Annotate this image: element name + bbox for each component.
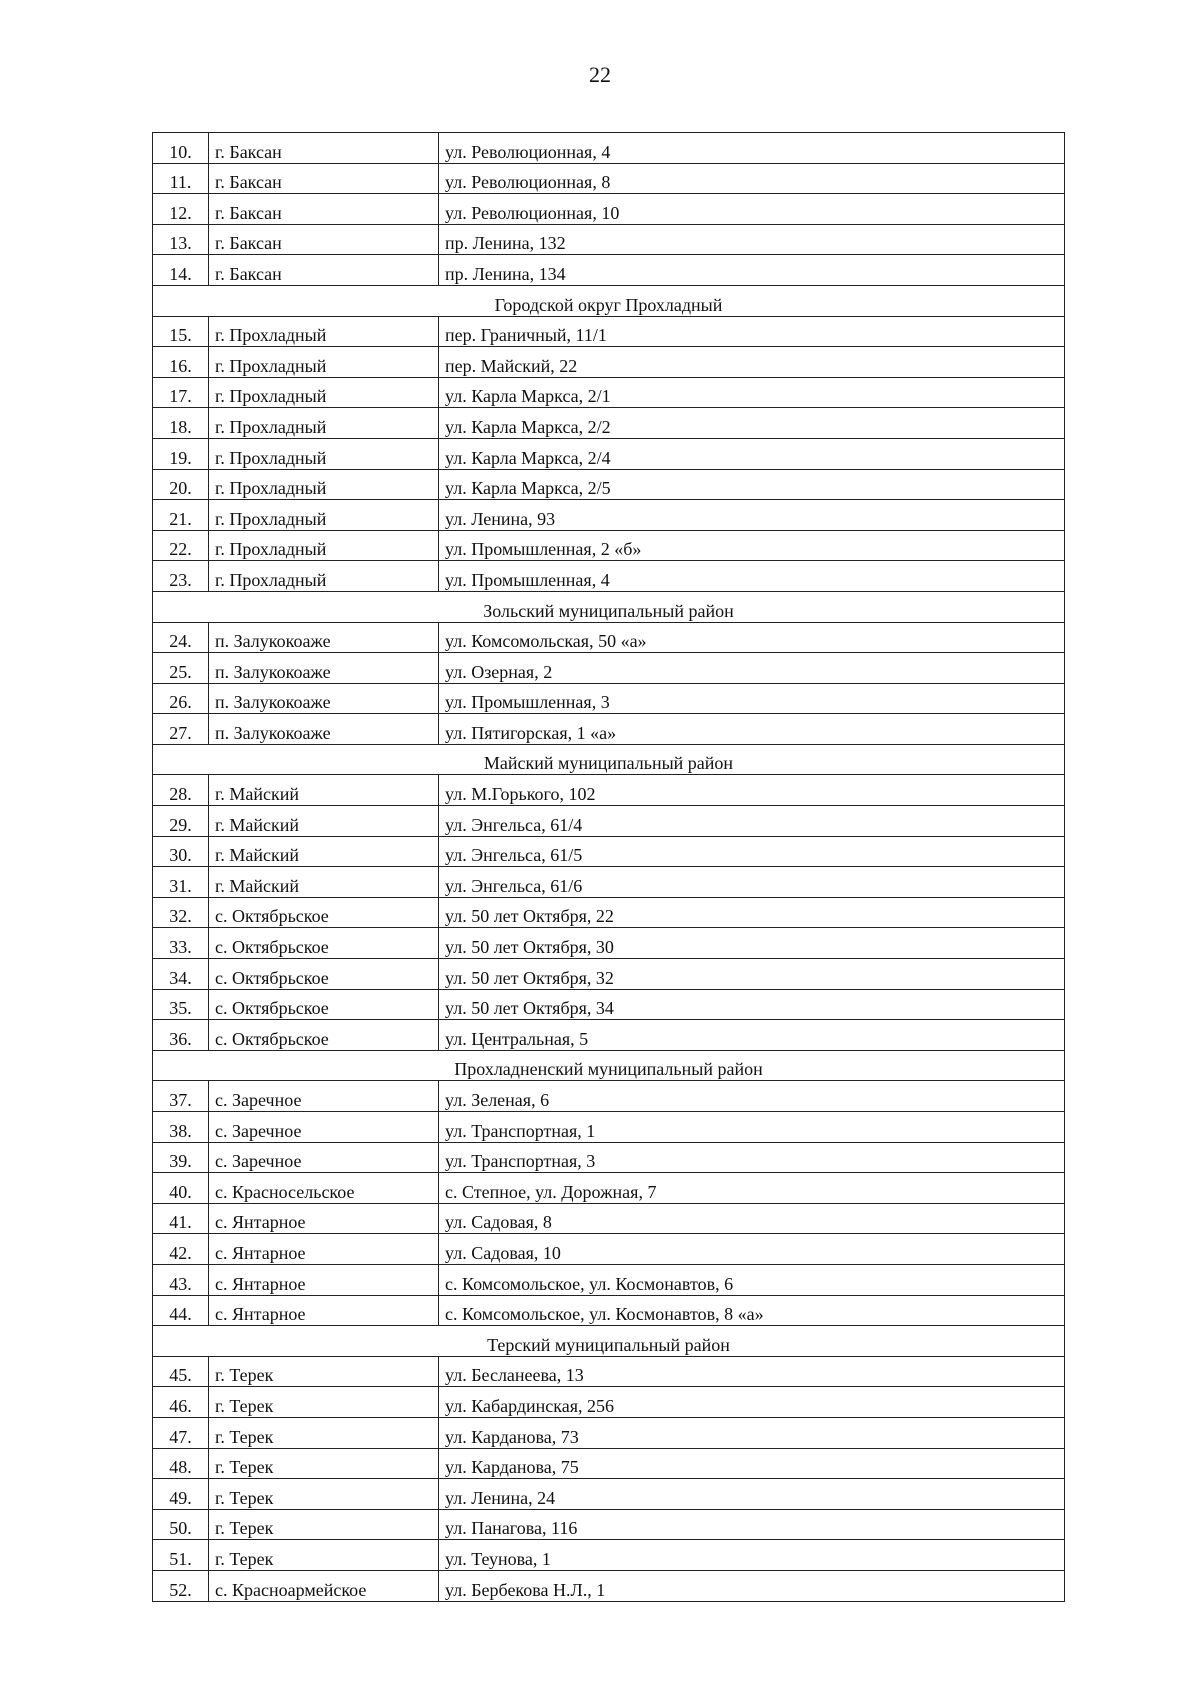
address-cell: ул. Промышленная, 3 — [439, 683, 1065, 714]
table-row — [153, 653, 1065, 684]
address-cell: ул. Карданова, 75 — [439, 1448, 1065, 1479]
address-cell: ул. 50 лет Октября, 30 — [439, 928, 1065, 959]
locality-cell: п. Залукокоаже — [209, 714, 439, 745]
locality-cell: г. Майский — [209, 867, 439, 898]
row-number: 46. — [153, 1387, 209, 1418]
address-cell: ул. Энгельса, 61/6 — [439, 867, 1065, 898]
address-cell: ул. Промышленная, 2 «б» — [439, 530, 1065, 561]
row-number: 21. — [153, 500, 209, 531]
table-row — [153, 1295, 1065, 1326]
address-table-body — [153, 133, 1065, 1602]
address-cell: ул. Пятигорская, 1 «а» — [439, 714, 1065, 745]
row-number: 35. — [153, 989, 209, 1020]
locality-cell: с. Заречное — [209, 1112, 439, 1143]
row-number: 17. — [153, 377, 209, 408]
row-number: 10. — [153, 133, 209, 164]
row-number: 19. — [153, 438, 209, 469]
table-row — [153, 1081, 1065, 1112]
locality-cell: г. Майский — [209, 806, 439, 837]
row-number: 44. — [153, 1295, 209, 1326]
row-number: 51. — [153, 1540, 209, 1571]
row-number: 14. — [153, 255, 209, 286]
table-row — [153, 133, 1065, 164]
locality-cell: п. Залукокоаже — [209, 653, 439, 684]
locality-cell: г. Прохладный — [209, 438, 439, 469]
table-row — [153, 1142, 1065, 1173]
table-row — [153, 1234, 1065, 1265]
locality-cell: с. Октябрьское — [209, 1020, 439, 1051]
address-cell: ул. М.Горького, 102 — [439, 775, 1065, 806]
locality-cell: с. Красноармейское — [209, 1570, 439, 1601]
table-row — [153, 163, 1065, 194]
table-row — [153, 1540, 1065, 1571]
table-row — [153, 561, 1065, 592]
row-number: 52. — [153, 1570, 209, 1601]
section-header-row — [153, 1326, 1065, 1357]
address-cell: ул. Панагова, 116 — [439, 1509, 1065, 1540]
locality-cell: г. Прохладный — [209, 347, 439, 378]
row-number: 47. — [153, 1417, 209, 1448]
row-number: 15. — [153, 316, 209, 347]
row-number: 25. — [153, 653, 209, 684]
section-header-row — [153, 591, 1065, 622]
address-cell: с. Степное, ул. Дорожная, 7 — [439, 1173, 1065, 1204]
table-row — [153, 469, 1065, 500]
table-row — [153, 1479, 1065, 1510]
locality-cell: г. Прохладный — [209, 469, 439, 500]
table-row — [153, 408, 1065, 439]
locality-cell: г. Баксан — [209, 133, 439, 164]
table-row — [153, 194, 1065, 225]
locality-cell: с. Янтарное — [209, 1264, 439, 1295]
address-cell: ул. Карла Маркса, 2/5 — [439, 469, 1065, 500]
address-cell: ул. Ленина, 93 — [439, 500, 1065, 531]
table-row — [153, 316, 1065, 347]
address-cell: ул. Садовая, 10 — [439, 1234, 1065, 1265]
row-number: 13. — [153, 224, 209, 255]
table-row — [153, 836, 1065, 867]
table-row — [153, 714, 1065, 745]
row-number: 48. — [153, 1448, 209, 1479]
table-row — [153, 255, 1065, 286]
section-title: Зольский муниципальный район — [153, 591, 1065, 622]
address-cell: ул. Карла Маркса, 2/2 — [439, 408, 1065, 439]
table-row — [153, 1264, 1065, 1295]
table-row — [153, 1173, 1065, 1204]
section-title: Терский муниципальный район — [153, 1326, 1065, 1357]
address-cell: ул. Ленина, 24 — [439, 1479, 1065, 1510]
table-row — [153, 224, 1065, 255]
section-title: Городской округ Прохладный — [153, 285, 1065, 316]
locality-cell: с. Заречное — [209, 1081, 439, 1112]
address-cell: ул. Кабардинская, 256 — [439, 1387, 1065, 1418]
page-number: 22 — [589, 62, 611, 87]
row-number: 16. — [153, 347, 209, 378]
row-number: 11. — [153, 163, 209, 194]
locality-cell: г. Баксан — [209, 163, 439, 194]
address-cell: ул. 50 лет Октября, 22 — [439, 897, 1065, 928]
row-number: 42. — [153, 1234, 209, 1265]
address-cell: ул. Зеленая, 6 — [439, 1081, 1065, 1112]
locality-cell: г. Терек — [209, 1509, 439, 1540]
section-title: Майский муниципальный район — [153, 744, 1065, 775]
row-number: 33. — [153, 928, 209, 959]
address-cell: ул. Бесланеева, 13 — [439, 1356, 1065, 1387]
table-row — [153, 1570, 1065, 1601]
locality-cell: г. Баксан — [209, 194, 439, 225]
row-number: 40. — [153, 1173, 209, 1204]
address-cell: ул. Революционная, 10 — [439, 194, 1065, 225]
address-cell: ул. Карла Маркса, 2/1 — [439, 377, 1065, 408]
row-number: 18. — [153, 408, 209, 439]
table-row — [153, 1112, 1065, 1143]
locality-cell: с. Янтарное — [209, 1295, 439, 1326]
address-cell: ул. Комсомольская, 50 «а» — [439, 622, 1065, 653]
row-number: 30. — [153, 836, 209, 867]
address-cell: ул. Центральная, 5 — [439, 1020, 1065, 1051]
address-cell: пр. Ленина, 134 — [439, 255, 1065, 286]
table-row — [153, 959, 1065, 990]
section-header-row — [153, 285, 1065, 316]
address-cell: ул. Энгельса, 61/5 — [439, 836, 1065, 867]
table-row — [153, 347, 1065, 378]
address-table — [152, 132, 1065, 1602]
row-number: 50. — [153, 1509, 209, 1540]
table-row — [153, 377, 1065, 408]
address-cell: ул. Транспортная, 1 — [439, 1112, 1065, 1143]
locality-cell: г. Прохладный — [209, 530, 439, 561]
table-row — [153, 806, 1065, 837]
address-cell: ул. Энгельса, 61/4 — [439, 806, 1065, 837]
section-title: Прохладненский муниципальный район — [153, 1050, 1065, 1081]
table-row — [153, 1203, 1065, 1234]
row-number: 43. — [153, 1264, 209, 1295]
address-cell: с. Комсомольское, ул. Космонавтов, 8 «а» — [439, 1295, 1065, 1326]
table-row — [153, 438, 1065, 469]
address-cell: ул. Карданова, 73 — [439, 1417, 1065, 1448]
address-cell: ул. Транспортная, 3 — [439, 1142, 1065, 1173]
locality-cell: г. Майский — [209, 775, 439, 806]
table-row — [153, 897, 1065, 928]
locality-cell: г. Терек — [209, 1448, 439, 1479]
address-cell: пер. Граничный, 11/1 — [439, 316, 1065, 347]
address-cell: пер. Майский, 22 — [439, 347, 1065, 378]
locality-cell: г. Баксан — [209, 224, 439, 255]
locality-cell: с. Октябрьское — [209, 989, 439, 1020]
table-row — [153, 530, 1065, 561]
row-number: 37. — [153, 1081, 209, 1112]
table-row — [153, 928, 1065, 959]
address-cell: ул. 50 лет Октября, 34 — [439, 989, 1065, 1020]
table-row — [153, 1417, 1065, 1448]
address-cell: ул. Карла Маркса, 2/4 — [439, 438, 1065, 469]
locality-cell: г. Терек — [209, 1387, 439, 1418]
locality-cell: п. Залукокоаже — [209, 683, 439, 714]
row-number: 26. — [153, 683, 209, 714]
locality-cell: с. Октябрьское — [209, 897, 439, 928]
locality-cell: г. Терек — [209, 1356, 439, 1387]
row-number: 28. — [153, 775, 209, 806]
address-cell: ул. Теунова, 1 — [439, 1540, 1065, 1571]
row-number: 22. — [153, 530, 209, 561]
locality-cell: с. Красносельское — [209, 1173, 439, 1204]
section-header-row — [153, 744, 1065, 775]
address-cell: ул. Революционная, 8 — [439, 163, 1065, 194]
table-row — [153, 1448, 1065, 1479]
row-number: 20. — [153, 469, 209, 500]
table-row — [153, 683, 1065, 714]
table-row — [153, 500, 1065, 531]
locality-cell: г. Терек — [209, 1479, 439, 1510]
row-number: 31. — [153, 867, 209, 898]
row-number: 49. — [153, 1479, 209, 1510]
table-row — [153, 867, 1065, 898]
address-cell: ул. Революционная, 4 — [439, 133, 1065, 164]
row-number: 34. — [153, 959, 209, 990]
locality-cell: г. Терек — [209, 1417, 439, 1448]
row-number: 29. — [153, 806, 209, 837]
address-cell: пр. Ленина, 132 — [439, 224, 1065, 255]
locality-cell: г. Баксан — [209, 255, 439, 286]
row-number: 24. — [153, 622, 209, 653]
locality-cell: с. Заречное — [209, 1142, 439, 1173]
row-number: 23. — [153, 561, 209, 592]
address-cell: ул. Промышленная, 4 — [439, 561, 1065, 592]
section-header-row — [153, 1050, 1065, 1081]
address-cell: с. Комсомольское, ул. Космонавтов, 6 — [439, 1264, 1065, 1295]
table-row — [153, 1356, 1065, 1387]
row-number: 41. — [153, 1203, 209, 1234]
table-row — [153, 1509, 1065, 1540]
row-number: 45. — [153, 1356, 209, 1387]
row-number: 38. — [153, 1112, 209, 1143]
locality-cell: с. Октябрьское — [209, 959, 439, 990]
locality-cell: г. Майский — [209, 836, 439, 867]
locality-cell: г. Прохладный — [209, 561, 439, 592]
table-row — [153, 622, 1065, 653]
row-number: 39. — [153, 1142, 209, 1173]
locality-cell: с. Октябрьское — [209, 928, 439, 959]
table-row — [153, 775, 1065, 806]
table-row — [153, 1020, 1065, 1051]
address-cell: ул. Озерная, 2 — [439, 653, 1065, 684]
locality-cell: с. Янтарное — [209, 1203, 439, 1234]
row-number: 27. — [153, 714, 209, 745]
address-cell: ул. 50 лет Октября, 32 — [439, 959, 1065, 990]
table-row — [153, 989, 1065, 1020]
locality-cell: п. Залукокоаже — [209, 622, 439, 653]
locality-cell: г. Терек — [209, 1540, 439, 1571]
row-number: 32. — [153, 897, 209, 928]
address-cell: ул. Бербекова Н.Л., 1 — [439, 1570, 1065, 1601]
locality-cell: г. Прохладный — [209, 500, 439, 531]
locality-cell: г. Прохладный — [209, 408, 439, 439]
address-cell: ул. Садовая, 8 — [439, 1203, 1065, 1234]
locality-cell: г. Прохладный — [209, 377, 439, 408]
row-number: 36. — [153, 1020, 209, 1051]
row-number: 12. — [153, 194, 209, 225]
table-row — [153, 1387, 1065, 1418]
locality-cell: г. Прохладный — [209, 316, 439, 347]
locality-cell: с. Янтарное — [209, 1234, 439, 1265]
